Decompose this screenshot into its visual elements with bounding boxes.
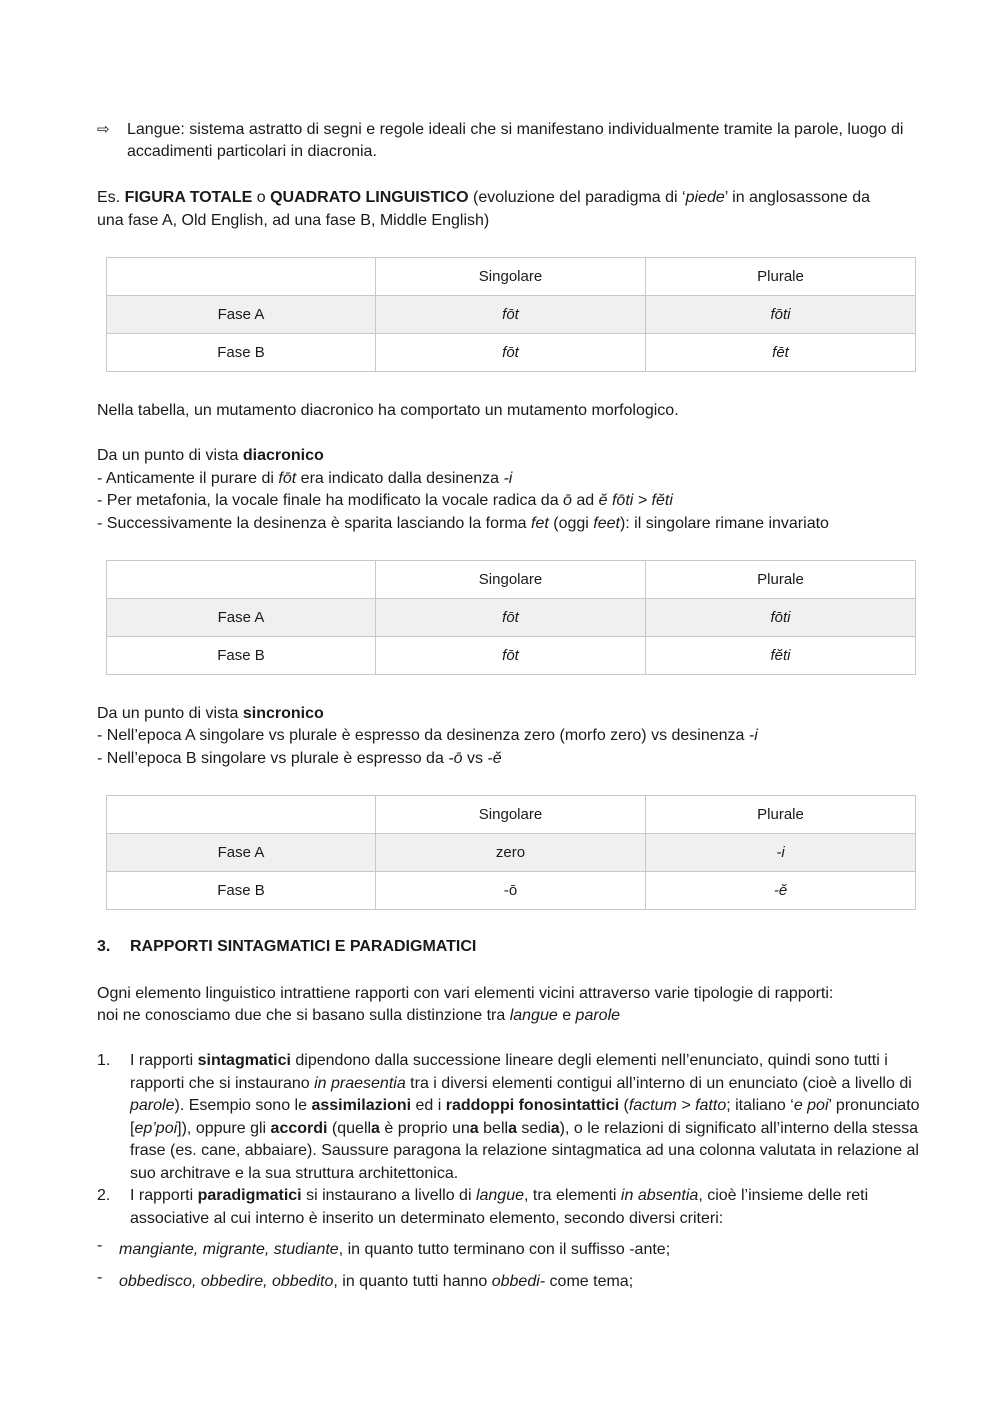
table-cell: Fase A: [107, 296, 376, 334]
paragraph-line-1: Ogni elemento linguistico intrattiene rapporti con vari elementi vicini attraverso varie tipologie di rapporti:: [97, 985, 834, 1002]
table-header-row: [107, 561, 916, 599]
section-title: RAPPORTI SINTAGMATICI E PARADIGMATICI: [130, 938, 477, 955]
item-number: 1.: [97, 1052, 111, 1069]
table-header-cell: Singolare: [376, 561, 646, 599]
dash-item-text: obbedisco, obbedire, obbedito, in quanto tutti hanno obbedi- come tema;: [119, 1273, 634, 1290]
table-cell: [107, 796, 376, 834]
arrow-bullet-text: Langue: sistema astratto di segni e regole ideali che si manifestano individualmente tramite la parole, luogo di accadimenti particolari in diacronia.: [127, 121, 904, 160]
paradigm-table-3: [106, 795, 916, 910]
table-row: [107, 296, 916, 334]
dash-item-text: mangiante, migrante, studiante, in quanto tutto terminano con il suffisso -ante;: [119, 1241, 671, 1258]
table-row: [107, 637, 916, 675]
item-number: 2.: [97, 1187, 111, 1204]
table-row: [107, 872, 916, 910]
sincronico-line-2: - Nell’epoca B singolare vs plurale è espresso da -ō vs -ĕ: [97, 750, 502, 767]
table-cell: fōt: [376, 637, 646, 675]
table-cell: -i: [646, 834, 916, 872]
diacronico-line-3: - Successivamente la desinenza è sparita lasciando la forma fet (oggi feet): il singolare rimane invariato: [97, 515, 829, 532]
dash-bullet: -: [97, 1269, 103, 1286]
table-header-row: [107, 796, 916, 834]
table-header-cell: Plurale: [646, 258, 916, 296]
item-text: I rapporti sintagmatici dipendono dalla successione lineare degli elementi nell’enunciato, quindi sono tutti i rapporti che si instaurano in praesentia tra i diversi elementi contigui all’interno di un enunciato (cioè a livello di parole). Esempio sono le assimilazioni ed i raddoppi fonosintattici (factum > fatto; italiano ‘e poi’ pronunciato [ep’poi]), oppure gli accordi (quella è proprio una bella sedia), o le relazioni di significato all’interno della stessa frase (es. cane, abbaiare). Saussure paragona la relazione sintagmatica ad una colonna valutata in relazione al suo architrave e la sua struttura architettonica.: [130, 1052, 920, 1182]
table-cell: [107, 561, 376, 599]
table-cell: Fase A: [107, 834, 376, 872]
dash-bullet: -: [97, 1237, 103, 1254]
section-number: 3.: [97, 938, 111, 955]
right-arrow-icon: ⇨: [97, 121, 110, 138]
quadrato-linguistico-term: QUADRATO LINGUISTICO: [270, 189, 469, 206]
table-cell: fōt: [376, 599, 646, 637]
figura-totale-term: FIGURA TOTALE: [124, 189, 253, 206]
table-cell: Fase A: [107, 599, 376, 637]
table-cell: [107, 258, 376, 296]
table-cell: -ō: [376, 872, 646, 910]
table-header-row: [107, 258, 916, 296]
table-cell: fōti: [646, 599, 916, 637]
table-cell: Fase B: [107, 872, 376, 910]
item-text: I rapporti paradigmatici si instaurano a livello di langue, tra elementi in absentia, cioè l’insieme delle reti associative al cui interno è inserito un determinato elemento, secondo diversi criteri:: [130, 1187, 869, 1227]
table-row: [107, 599, 916, 637]
sincronico-title: Da un punto di vista sincronico: [97, 705, 324, 722]
table-header-cell: Singolare: [376, 796, 646, 834]
table-cell: fōt: [376, 296, 646, 334]
sincronico-line-1: - Nell’epoca A singolare vs plurale è espresso da desinenza zero (morfo zero) vs desinenza -i: [97, 727, 758, 744]
diacronico-line-2: - Per metafonia, la vocale finale ha modificato la vocale radica da ō ad ĕ fōti > fĕti: [97, 492, 673, 509]
table-cell: fĕti: [646, 637, 916, 675]
table-header-cell: Plurale: [646, 796, 916, 834]
table-cell: Fase B: [107, 334, 376, 372]
paradigm-table-2: [106, 560, 916, 675]
table-row: [107, 334, 916, 372]
table-cell: fēt: [646, 334, 916, 372]
section-heading: [97, 936, 476, 958]
paragraph-line-2: noi ne conosciamo due che si basano sulla distinzione tra langue e parole: [97, 1007, 621, 1024]
table-note: Nella tabella, un mutamento diacronico ha comportato un mutamento morfologico.: [97, 402, 679, 419]
intro-line-2: una fase A, Old English, ad una fase B, Middle English): [97, 212, 490, 229]
table-row: [107, 834, 916, 872]
table-header-cell: Singolare: [376, 258, 646, 296]
intro-line-1: Es. FIGURA TOTALE o QUADRATO LINGUISTICO (evoluzione del paradigma di ‘piede’ in anglosassone da: [97, 189, 871, 206]
table-cell: zero: [376, 834, 646, 872]
table-header-cell: Plurale: [646, 561, 916, 599]
diacronico-title: Da un punto di vista diacronico: [97, 447, 324, 464]
table-cell: fōt: [376, 334, 646, 372]
table-cell: -ĕ: [646, 872, 916, 910]
diacronico-line-1: - Anticamente il purare di fōt era indicato dalla desinenza -i: [97, 470, 513, 487]
table-cell: fōti: [646, 296, 916, 334]
paradigm-table-1: [106, 257, 916, 372]
table-cell: Fase B: [107, 637, 376, 675]
